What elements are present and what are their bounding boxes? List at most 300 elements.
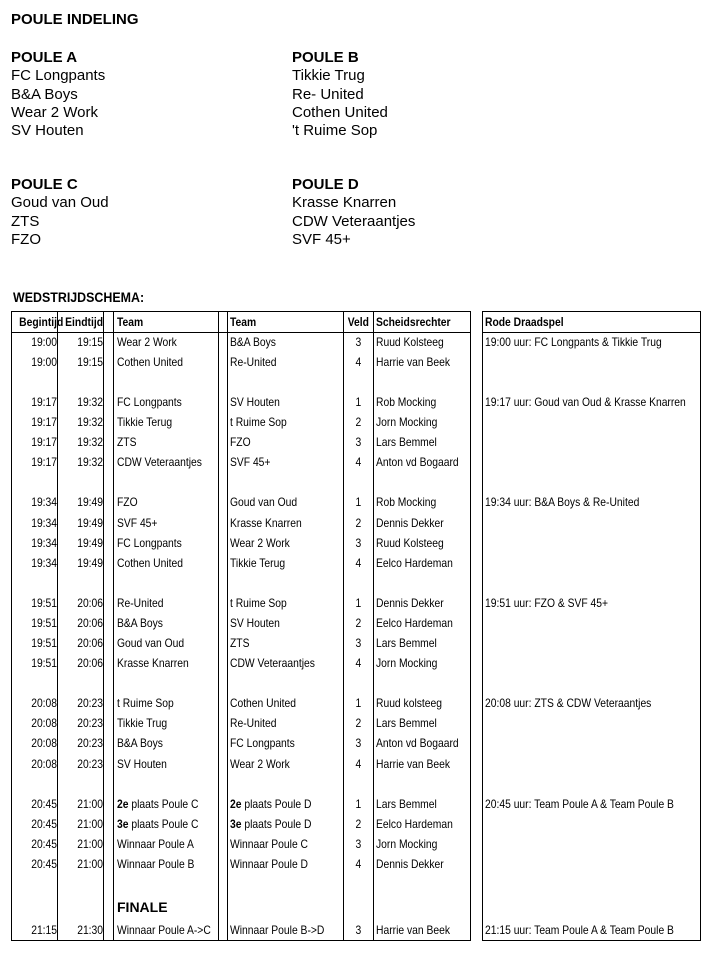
cell-team2 xyxy=(230,754,342,774)
cell-team2-text: CDW Veteraantjes xyxy=(230,656,315,670)
header-team2-text: Team xyxy=(230,315,257,329)
poule-team: Goud van Oud xyxy=(11,194,109,212)
cell-team2-text: Wear 2 Work xyxy=(230,536,290,550)
poule-team: Cothen United xyxy=(292,103,388,121)
cell-referee xyxy=(376,332,468,352)
cell-team1-text: CDW Veteraantjes xyxy=(117,455,202,469)
poule-team: 't Ruime Sop xyxy=(292,122,378,140)
poule-team: Tikkie Trug xyxy=(292,67,365,85)
poule-c xyxy=(11,176,109,249)
cell-start-text: 19:34 xyxy=(31,536,57,550)
poule-d xyxy=(292,176,415,249)
grid-vline xyxy=(113,311,114,940)
cell-referee-text: Ruud kolsteeg xyxy=(376,696,442,710)
poule-heading: POULE A xyxy=(11,49,78,66)
grid-vline xyxy=(103,311,104,940)
cell-end xyxy=(58,834,103,854)
cell-field xyxy=(344,492,372,512)
cell-referee-text: Ruud Kolsteeg xyxy=(376,335,444,349)
cell-end xyxy=(58,352,103,372)
cell-end xyxy=(58,332,103,352)
cell-end xyxy=(58,452,103,472)
cell-team1 xyxy=(117,452,217,472)
cell-referee xyxy=(376,452,468,472)
cell-end-text: 19:49 xyxy=(77,536,103,550)
header-end-text: Eindtijd xyxy=(65,315,103,329)
cell-start xyxy=(12,452,57,472)
cell-end xyxy=(58,794,103,814)
cell-referee xyxy=(376,713,468,733)
poule-team: Re- United xyxy=(292,85,364,103)
cell-team2 xyxy=(230,920,342,940)
cell-start-text: 21:15 xyxy=(31,923,57,937)
cell-team2-text: t Ruime Sop xyxy=(230,415,287,429)
cell-referee-text: Rob Mocking xyxy=(376,395,437,409)
cell-field xyxy=(344,392,372,412)
cell-red-draadspel-text: 19:00 uur: FC Longpants & Tikkie Trug xyxy=(485,335,662,349)
cell-team1-text: Cothen United xyxy=(117,355,183,369)
poule-heading: POULE D xyxy=(292,176,359,193)
cell-team1 xyxy=(117,412,217,432)
cell-referee-text: Dennis Dekker xyxy=(376,596,444,610)
cell-start xyxy=(12,513,57,533)
cell-start xyxy=(12,593,57,613)
cell-end-text: 19:15 xyxy=(77,335,103,349)
cell-start xyxy=(12,834,57,854)
cell-referee-text: Anton vd Bogaard xyxy=(376,736,459,750)
poule-a xyxy=(11,49,105,140)
cell-team1 xyxy=(117,653,217,673)
poule-team: CDW Veteraantjes xyxy=(292,212,416,230)
cell-referee xyxy=(376,352,468,372)
poule-team: ZTS xyxy=(11,212,40,230)
cell-field xyxy=(344,920,372,940)
cell-end xyxy=(58,392,103,412)
cell-team2 xyxy=(230,392,342,412)
poule-b xyxy=(292,49,388,140)
cell-field xyxy=(344,332,372,352)
cell-start xyxy=(12,653,57,673)
cell-end xyxy=(58,733,103,753)
cell-team1 xyxy=(117,332,217,352)
cell-referee xyxy=(376,613,468,633)
cell-field-text: 1 xyxy=(355,696,361,710)
cell-field xyxy=(344,553,372,573)
cell-end-text: 19:32 xyxy=(77,455,103,469)
cell-end-text: 20:06 xyxy=(77,596,103,610)
cell-red-draadspel-text: 19:34 uur: B&A Boys & Re-United xyxy=(485,495,640,509)
poule-team: B&A Boys xyxy=(11,85,78,103)
cell-end-text: 19:32 xyxy=(77,435,103,449)
cell-start xyxy=(12,392,57,412)
cell-team1-text: Winnaar Poule A->C xyxy=(117,923,211,937)
finale-label: FINALE xyxy=(117,899,168,915)
cell-start xyxy=(12,733,57,753)
cell-team2 xyxy=(230,613,342,633)
cell-end xyxy=(58,920,103,940)
cell-team1-text: FC Longpants xyxy=(117,536,182,550)
cell-start-text: 20:45 xyxy=(31,837,57,851)
cell-red-draadspel-text: 21:15 uur: Team Poule A & Team Poule B xyxy=(485,923,674,937)
cell-field-text: 4 xyxy=(355,556,361,570)
cell-start xyxy=(12,754,57,774)
cell-team2 xyxy=(230,633,342,653)
cell-team2 xyxy=(230,653,342,673)
cell-start-text: 19:17 xyxy=(31,435,57,449)
cell-team1 xyxy=(117,854,217,874)
cell-referee xyxy=(376,693,468,713)
cell-referee xyxy=(376,920,468,940)
cell-team2 xyxy=(230,693,342,713)
cell-red-draadspel xyxy=(485,794,713,814)
cell-red-draadspel xyxy=(485,492,713,512)
cell-start-text: 19:00 xyxy=(31,335,57,349)
cell-team1-text: Tikkie Terug xyxy=(117,415,173,429)
cell-referee-text: Anton vd Bogaard xyxy=(376,455,459,469)
cell-referee-text: Jorn Mocking xyxy=(376,837,438,851)
cell-end xyxy=(58,553,103,573)
cell-referee-text: Dennis Dekker xyxy=(376,516,444,530)
cell-field xyxy=(344,854,372,874)
cell-team2-text: SV Houten xyxy=(230,616,280,630)
cell-referee xyxy=(376,754,468,774)
cell-team2-text: Tikkie Terug xyxy=(230,556,286,570)
cell-field xyxy=(344,834,372,854)
cell-team1 xyxy=(117,713,217,733)
cell-field xyxy=(344,653,372,673)
cell-end-text: 19:49 xyxy=(77,495,103,509)
cell-team2 xyxy=(230,432,342,452)
cell-team2 xyxy=(230,794,342,814)
cell-end xyxy=(58,492,103,512)
cell-team1 xyxy=(117,533,217,553)
cell-field xyxy=(344,513,372,533)
cell-field-text: 4 xyxy=(355,355,361,369)
cell-red-draadspel-text: 20:45 uur: Team Poule A & Team Poule B xyxy=(485,797,674,811)
grid-vline xyxy=(470,311,471,940)
cell-end-text: 20:23 xyxy=(77,757,103,771)
cell-start-text: 20:08 xyxy=(31,716,57,730)
cell-team1-text: ZTS xyxy=(117,435,137,449)
cell-team1-text: Winnaar Poule A xyxy=(117,837,194,851)
cell-team2-text: SV Houten xyxy=(230,395,280,409)
cell-referee-text: Eelco Hardeman xyxy=(376,556,453,570)
cell-end-text: 20:23 xyxy=(77,716,103,730)
cell-team2-text: SVF 45+ xyxy=(230,455,271,469)
cell-field xyxy=(344,613,372,633)
cell-field-text: 4 xyxy=(355,455,361,469)
poule-heading: POULE B xyxy=(292,49,359,66)
place-rank: 3e xyxy=(117,817,129,831)
cell-team2 xyxy=(230,452,342,472)
cell-end-text: 19:15 xyxy=(77,355,103,369)
cell-field-text: 2 xyxy=(355,616,361,630)
cell-end-text: 20:23 xyxy=(77,736,103,750)
cell-end xyxy=(58,814,103,834)
cell-start-text: 19:34 xyxy=(31,516,57,530)
cell-team2-text: FZO xyxy=(230,435,251,449)
cell-start-text: 19:34 xyxy=(31,556,57,570)
poule-team: Krasse Knarren xyxy=(292,194,397,212)
cell-field-text: 4 xyxy=(355,757,361,771)
cell-referee xyxy=(376,432,468,452)
cell-red-draadspel xyxy=(485,920,713,940)
header-field xyxy=(344,312,372,332)
cell-field-text: 2 xyxy=(355,415,361,429)
cell-referee-text: Dennis Dekker xyxy=(376,857,444,871)
cell-team1-text: SV Houten xyxy=(117,757,167,771)
cell-referee-text: Lars Bemmel xyxy=(376,636,437,650)
cell-field xyxy=(344,733,372,753)
cell-end xyxy=(58,513,103,533)
cell-start xyxy=(12,432,57,452)
cell-field-text: 1 xyxy=(355,495,361,509)
cell-team1 xyxy=(117,834,217,854)
cell-field-text: 2 xyxy=(355,516,361,530)
cell-team1-text: Winnaar Poule B xyxy=(117,857,195,871)
cell-team1-text: Re-United xyxy=(117,596,164,610)
cell-team2-text: FC Longpants xyxy=(230,736,295,750)
cell-referee-text: Harrie van Beek xyxy=(376,757,451,771)
cell-end-text: 19:32 xyxy=(77,395,103,409)
cell-team2-text: Krasse Knarren xyxy=(230,516,302,530)
cell-end-text: 19:49 xyxy=(77,556,103,570)
cell-team1-text: B&A Boys xyxy=(117,616,163,630)
cell-team2-text: Re-United xyxy=(230,716,277,730)
cell-start-text: 19:17 xyxy=(31,415,57,429)
cell-red-draadspel-text: 19:17 uur: Goud van Oud & Krasse Knarren xyxy=(485,395,686,409)
cell-team1-text: FZO xyxy=(117,495,138,509)
cell-end xyxy=(58,593,103,613)
cell-team1 xyxy=(117,432,217,452)
cell-end-text: 19:49 xyxy=(77,516,103,530)
cell-team2-text: Winnaar Poule B->D xyxy=(230,923,325,937)
grid-vline xyxy=(227,311,228,940)
cell-field-text: 3 xyxy=(355,536,361,550)
cell-referee-text: Lars Bemmel xyxy=(376,797,437,811)
cell-team1-text: Wear 2 Work xyxy=(117,335,177,349)
header-referee xyxy=(376,312,468,332)
cell-start-text: 20:45 xyxy=(31,857,57,871)
cell-team2 xyxy=(230,854,342,874)
cell-start-text: 20:08 xyxy=(31,736,57,750)
cell-start-text: 19:34 xyxy=(31,495,57,509)
cell-team2-text: 2e plaats Poule D xyxy=(230,797,312,811)
cell-team2 xyxy=(230,412,342,432)
cell-start xyxy=(12,633,57,653)
cell-end-text: 20:06 xyxy=(77,616,103,630)
grid-vline xyxy=(482,311,483,940)
cell-team1-text: Cothen United xyxy=(117,556,183,570)
cell-team2-text: Re-United xyxy=(230,355,277,369)
poule-team: SVF 45+ xyxy=(292,230,351,248)
cell-red-draadspel xyxy=(485,332,713,352)
header-team2 xyxy=(230,312,342,332)
cell-referee xyxy=(376,733,468,753)
cell-referee xyxy=(376,633,468,653)
cell-field-text: 4 xyxy=(355,656,361,670)
cell-end-text: 20:06 xyxy=(77,656,103,670)
cell-start-text: 20:45 xyxy=(31,797,57,811)
cell-field-text: 3 xyxy=(355,837,361,851)
cell-end-text: 21:00 xyxy=(77,797,103,811)
cell-start-text: 19:51 xyxy=(31,656,57,670)
header-start xyxy=(12,312,64,332)
cell-referee xyxy=(376,794,468,814)
cell-start xyxy=(12,492,57,512)
cell-start-text: 19:51 xyxy=(31,616,57,630)
cell-end-text: 21:00 xyxy=(77,837,103,851)
header-red-text: Rode Draadspel xyxy=(485,315,564,329)
cell-start-text: 19:17 xyxy=(31,395,57,409)
cell-team1-text: Tikkie Trug xyxy=(117,716,168,730)
grid-hline xyxy=(11,940,471,941)
schedule-title: WEDSTRIJDSCHEMA: xyxy=(13,290,145,305)
cell-team1 xyxy=(117,693,217,713)
header-team1 xyxy=(117,312,217,332)
cell-team1 xyxy=(117,492,217,512)
cell-team2 xyxy=(230,733,342,753)
cell-field-text: 3 xyxy=(355,435,361,449)
cell-referee-text: Lars Bemmel xyxy=(376,716,437,730)
cell-referee xyxy=(376,834,468,854)
cell-field-text: 1 xyxy=(355,596,361,610)
cell-team1 xyxy=(117,633,217,653)
poule-team: FC Longpants xyxy=(11,67,106,85)
cell-end-text: 21:30 xyxy=(77,923,103,937)
cell-team2 xyxy=(230,492,342,512)
cell-red-draadspel xyxy=(485,693,713,713)
cell-start-text: 20:08 xyxy=(31,757,57,771)
cell-field-text: 2 xyxy=(355,716,361,730)
cell-team1 xyxy=(117,392,217,412)
cell-team2-text: Wear 2 Work xyxy=(230,757,290,771)
cell-end xyxy=(58,412,103,432)
header-field-text: Veld xyxy=(347,315,369,329)
cell-referee xyxy=(376,653,468,673)
cell-referee-text: Jorn Mocking xyxy=(376,656,438,670)
cell-field xyxy=(344,754,372,774)
cell-end xyxy=(58,754,103,774)
cell-start-text: 19:00 xyxy=(31,355,57,369)
cell-team2 xyxy=(230,593,342,613)
cell-end-text: 21:00 xyxy=(77,817,103,831)
cell-end xyxy=(58,653,103,673)
cell-team2-text: B&A Boys xyxy=(230,335,276,349)
cell-team2-text: 3e plaats Poule D xyxy=(230,817,312,831)
cell-start-text: 20:45 xyxy=(31,817,57,831)
cell-field xyxy=(344,593,372,613)
cell-start-text: 19:51 xyxy=(31,636,57,650)
poule-team: FZO xyxy=(11,230,41,248)
poule-heading: POULE C xyxy=(11,176,78,193)
cell-team2 xyxy=(230,513,342,533)
cell-team2 xyxy=(230,533,342,553)
cell-team2-text: Cothen United xyxy=(230,696,296,710)
cell-start xyxy=(12,854,57,874)
cell-field xyxy=(344,533,372,553)
cell-start-text: 19:51 xyxy=(31,596,57,610)
cell-field xyxy=(344,352,372,372)
cell-start xyxy=(12,814,57,834)
cell-field xyxy=(344,713,372,733)
cell-referee xyxy=(376,533,468,553)
cell-team1 xyxy=(117,814,217,834)
cell-field-text: 3 xyxy=(355,736,361,750)
cell-team1 xyxy=(117,733,217,753)
cell-team1 xyxy=(117,352,217,372)
cell-red-draadspel xyxy=(485,392,713,412)
cell-field-text: 2 xyxy=(355,817,361,831)
cell-referee xyxy=(376,492,468,512)
cell-end-text: 20:23 xyxy=(77,696,103,710)
cell-field-text: 1 xyxy=(355,797,361,811)
cell-start xyxy=(12,794,57,814)
cell-field-text: 1 xyxy=(355,395,361,409)
cell-field-text: 3 xyxy=(355,335,361,349)
cell-referee-text: Eelco Hardeman xyxy=(376,817,453,831)
cell-team1-text: 3e plaats Poule C xyxy=(117,817,199,831)
cell-referee xyxy=(376,553,468,573)
cell-field-text: 3 xyxy=(355,636,361,650)
grid-hline xyxy=(482,940,701,941)
place-rank: 3e xyxy=(230,817,242,831)
cell-team2 xyxy=(230,834,342,854)
cell-referee xyxy=(376,854,468,874)
cell-team2-text: Winnaar Poule D xyxy=(230,857,309,871)
poule-team: Wear 2 Work xyxy=(11,103,98,121)
cell-end-text: 20:06 xyxy=(77,636,103,650)
cell-referee-text: Eelco Hardeman xyxy=(376,616,453,630)
cell-team1-text: FC Longpants xyxy=(117,395,182,409)
header-end xyxy=(58,312,103,332)
cell-team1-text: B&A Boys xyxy=(117,736,163,750)
cell-field xyxy=(344,452,372,472)
cell-red-draadspel xyxy=(485,593,713,613)
cell-end xyxy=(58,854,103,874)
cell-team2 xyxy=(230,332,342,352)
cell-team1-text: SVF 45+ xyxy=(117,516,158,530)
cell-team1 xyxy=(117,593,217,613)
poule-team: SV Houten xyxy=(11,122,84,140)
cell-start xyxy=(12,693,57,713)
cell-team2 xyxy=(230,713,342,733)
cell-referee-text: Harrie van Beek xyxy=(376,355,451,369)
cell-referee xyxy=(376,513,468,533)
cell-field xyxy=(344,633,372,653)
cell-referee-text: Lars Bemmel xyxy=(376,435,437,449)
cell-start xyxy=(12,713,57,733)
header-referee-text: Scheidsrechter xyxy=(376,315,451,329)
cell-team1-text: Krasse Knarren xyxy=(117,656,189,670)
cell-team1-text: t Ruime Sop xyxy=(117,696,174,710)
cell-team2 xyxy=(230,553,342,573)
cell-field-text: 3 xyxy=(355,923,361,937)
cell-end xyxy=(58,613,103,633)
cell-team1 xyxy=(117,553,217,573)
header-start-text: Begintijd xyxy=(19,315,64,329)
header-team1-text: Team xyxy=(117,315,144,329)
cell-end xyxy=(58,633,103,653)
cell-team2-text: Goud van Oud xyxy=(230,495,298,509)
cell-team1 xyxy=(117,920,217,940)
grid-vline xyxy=(218,311,219,940)
cell-team1 xyxy=(117,754,217,774)
cell-referee xyxy=(376,412,468,432)
cell-start xyxy=(12,920,57,940)
cell-start-text: 20:08 xyxy=(31,696,57,710)
cell-referee xyxy=(376,814,468,834)
